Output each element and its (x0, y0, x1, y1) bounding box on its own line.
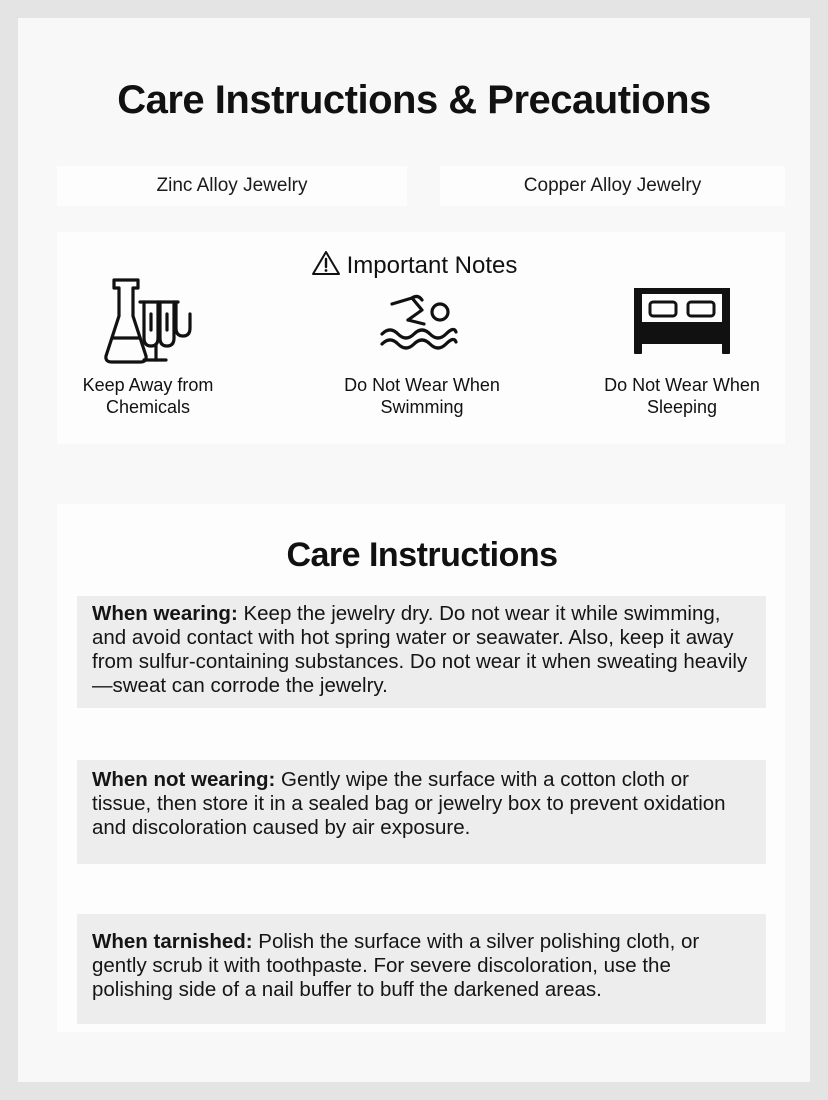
note-sleeping-label (572, 374, 792, 418)
chemicals-flask-icon (100, 276, 196, 371)
note-chemicals-line2: Chemicals (105, 397, 191, 417)
care-item-tarnished-text: Polish the surface with a silver polishing cloth, or gently scrub it with toothpaste. For severe discoloration, use the polishing side of a nail buffer to buff the darkened areas. (92, 930, 700, 1001)
care-item-tarnished-label: When tarnished: (92, 930, 259, 953)
care-item-not-wearing (77, 760, 766, 864)
care-item-not-wearing-label: When not wearing: (92, 768, 282, 791)
care-item-tarnished (77, 914, 766, 1024)
page-title: Care Instructions & Precautions (117, 78, 711, 122)
note-sleeping-line1: Do Not Wear When (604, 375, 760, 395)
care-instructions-heading: Care Instructions (286, 536, 558, 574)
important-notes-text: Important Notes (346, 252, 518, 279)
note-swimming-label (312, 374, 532, 418)
care-item-wearing-text: Keep the jewelry dry. Do not wear it while swimming, and avoid contact with hot spring water or seawater. Also, keep it away from sulfur-containing substances. Do not wear it when sweating heavily—sweat can corrode the jewelry. (92, 602, 748, 697)
tab-zinc-alloy[interactable] (57, 166, 407, 206)
warning-triangle-icon (311, 250, 341, 283)
swimmer-icon (378, 290, 458, 355)
care-item-wearing-label: When wearing: (92, 602, 244, 625)
note-swimming-line2: Swimming (380, 397, 464, 417)
care-item-not-wearing-text: Gently wipe the surface with a cotton cloth or tissue, then store it in a sealed bag or jewelry box to prevent oxidation and discoloration caused by air exposure. (92, 768, 726, 839)
note-swimming-line1: Do Not Wear When (344, 375, 500, 395)
tab-copper-alloy[interactable] (440, 166, 785, 206)
note-sleeping-line2: Sleeping (646, 397, 718, 417)
care-item-wearing (77, 596, 766, 708)
bed-icon (630, 284, 734, 361)
note-chemicals-label (38, 374, 258, 418)
tab-copper-alloy-label: Copper Alloy Jewelry (523, 175, 702, 196)
note-chemicals-line1: Keep Away from (82, 375, 214, 395)
tab-zinc-alloy-label: Zinc Alloy Jewelry (156, 175, 308, 196)
